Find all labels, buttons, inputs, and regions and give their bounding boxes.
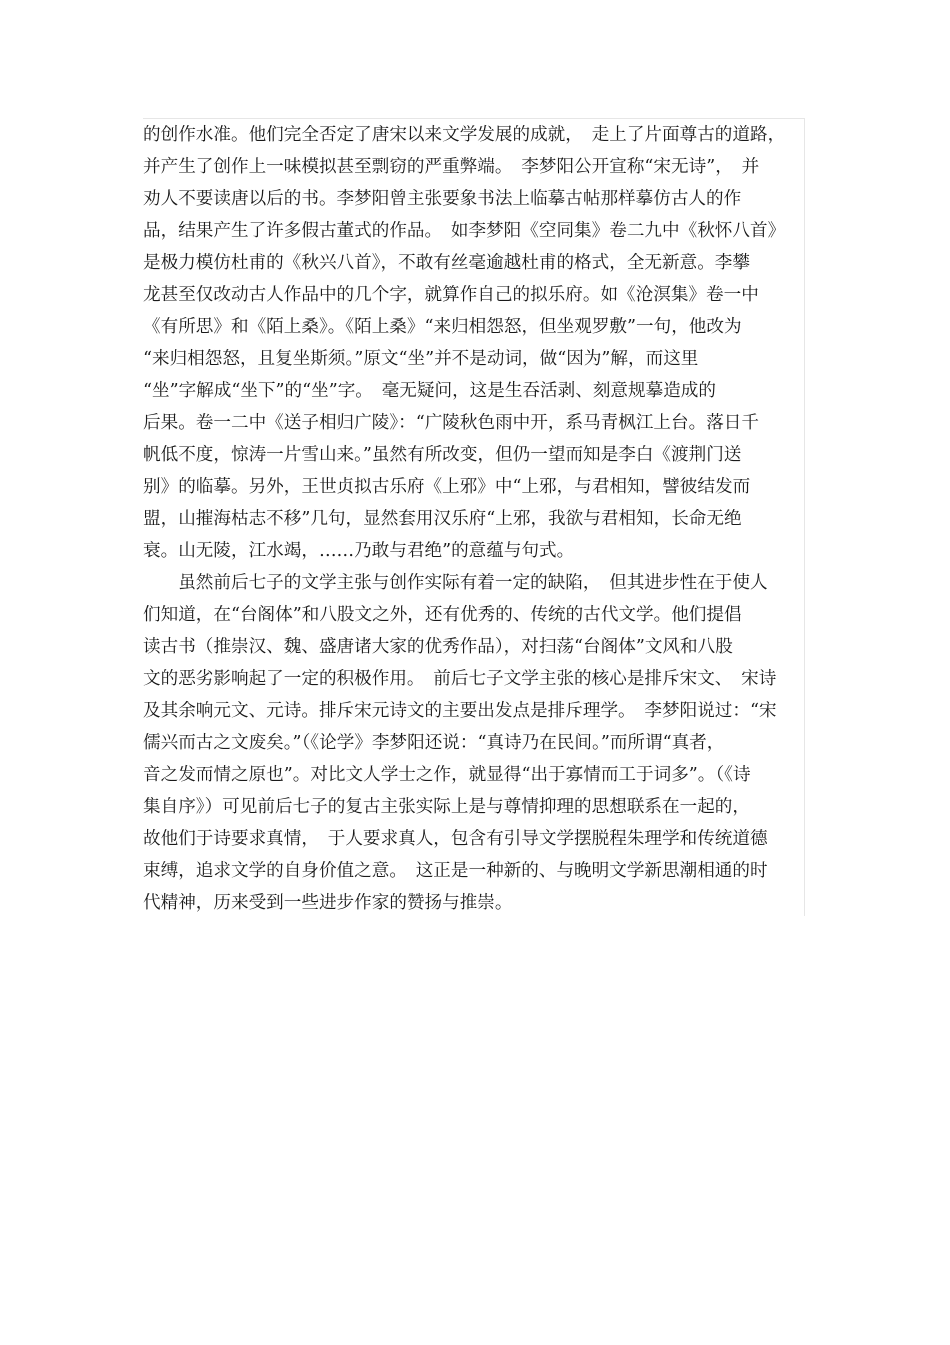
text-line: 龙甚至仅改动古人作品中的几个字，就算作自己的拟乐府。如《沧溟集》卷一中 [143,285,759,305]
text-line: 文的恶劣影响起了一定的积极作用。 前后七子文学主张的核心是排斥宋文、 宋诗 [143,669,777,689]
text-line: 后果。卷一二中《送子相归广陵》：“广陵秋色雨中开，系马青枫江上台。落日千 [143,413,759,433]
text-line: 别》的临摹。另外，王世贞拟古乐府《上邪》中“上邪，与君相知，譬彼结发而 [143,477,751,497]
text-line: “坐”字解成“坐下”的“坐”字。 毫无疑问，这是生吞活剥、刻意规摹造成的 [143,381,716,401]
text-line: 们知道，在“台阁体”和八股文之外，还有优秀的、传统的古代文学。他们提倡 [143,605,742,625]
text-line: 的创作水准。他们完全否定了唐宋以来文学发展的成就， 走上了片面尊古的道路， [143,125,786,145]
text-line: 品，结果产生了许多假古董式的作品。 如李梦阳《空同集》卷二九中《秋怀八首》 [143,221,786,241]
text-line: 并产生了创作上一味模拟甚至剽窃的严重弊端。 李梦阳公开宣称“宋无诗”， 并 [143,157,760,177]
text-block [143,118,805,916]
text-line: 是极力模仿杜甫的《秋兴八首》，不敢有丝毫逾越杜甫的格式，全无新意。李攀 [143,253,750,273]
text-line: 集自序》）可见前后七子的复古主张实际上是与尊情抑理的思想联系在一起的， [143,797,750,817]
text-line: 束缚，追求文学的自身价值之意。 这正是一种新的、与晚明文学新思潮相通的时 [143,861,768,881]
text-line: 儒兴而古之文废矣。”（《论学》李梦阳还说：“真诗乃在民间。”而所谓“真者， [143,733,725,753]
text-line: 《有所思》和《陌上桑》。《陌上桑》“来归相怨怒，但坐观罗敷”一句，他改为 [143,317,742,337]
text-line: 衰。山无陵，江水竭，……乃敢与君绝”的意蕴与句式。 [143,541,575,561]
text-line: 代精神，历来受到一些进步作家的赞扬与推崇。 [143,893,513,913]
text-line: 虽然前后七子的文学主张与创作实际有着一定的缺陷， 但其进步性在于使人 [143,573,768,593]
text-line: 劝人不要读唐以后的书。李梦阳曾主张要象书法上临摹古帖那样摹仿古人的作 [143,189,742,209]
text-line: “来归相怨怒，且复坐斯须。”原文“坐”并不是动词，做“因为”解，而这里 [143,349,699,369]
text-line: 读古书（推崇汉、魏、盛唐诸大家的优秀作品），对扫荡“台阁体”文风和八股 [143,637,733,657]
text-line: 故他们于诗要求真情， 于人要求真人，包含有引导文学摆脱程朱理学和传统道德 [143,829,768,849]
text-line: 盟，山摧海枯志不移”几句，显然套用汉乐府“上邪，我欲与君相知，长命无绝 [143,509,742,529]
text-line: 及其余响元文、元诗。排斥宋元诗文的主要出发点是排斥理学。 李梦阳说过：“宋 [143,701,777,721]
text-line: 音之发而情之原也”。对比文人学士之作，就显得“出于寡情而工于词多”。（《诗 [143,765,751,785]
text-line: 帆低不度，惊涛一片雪山来。”虽然有所改变，但仍一望而知是李白《渡荆门送 [143,445,742,465]
